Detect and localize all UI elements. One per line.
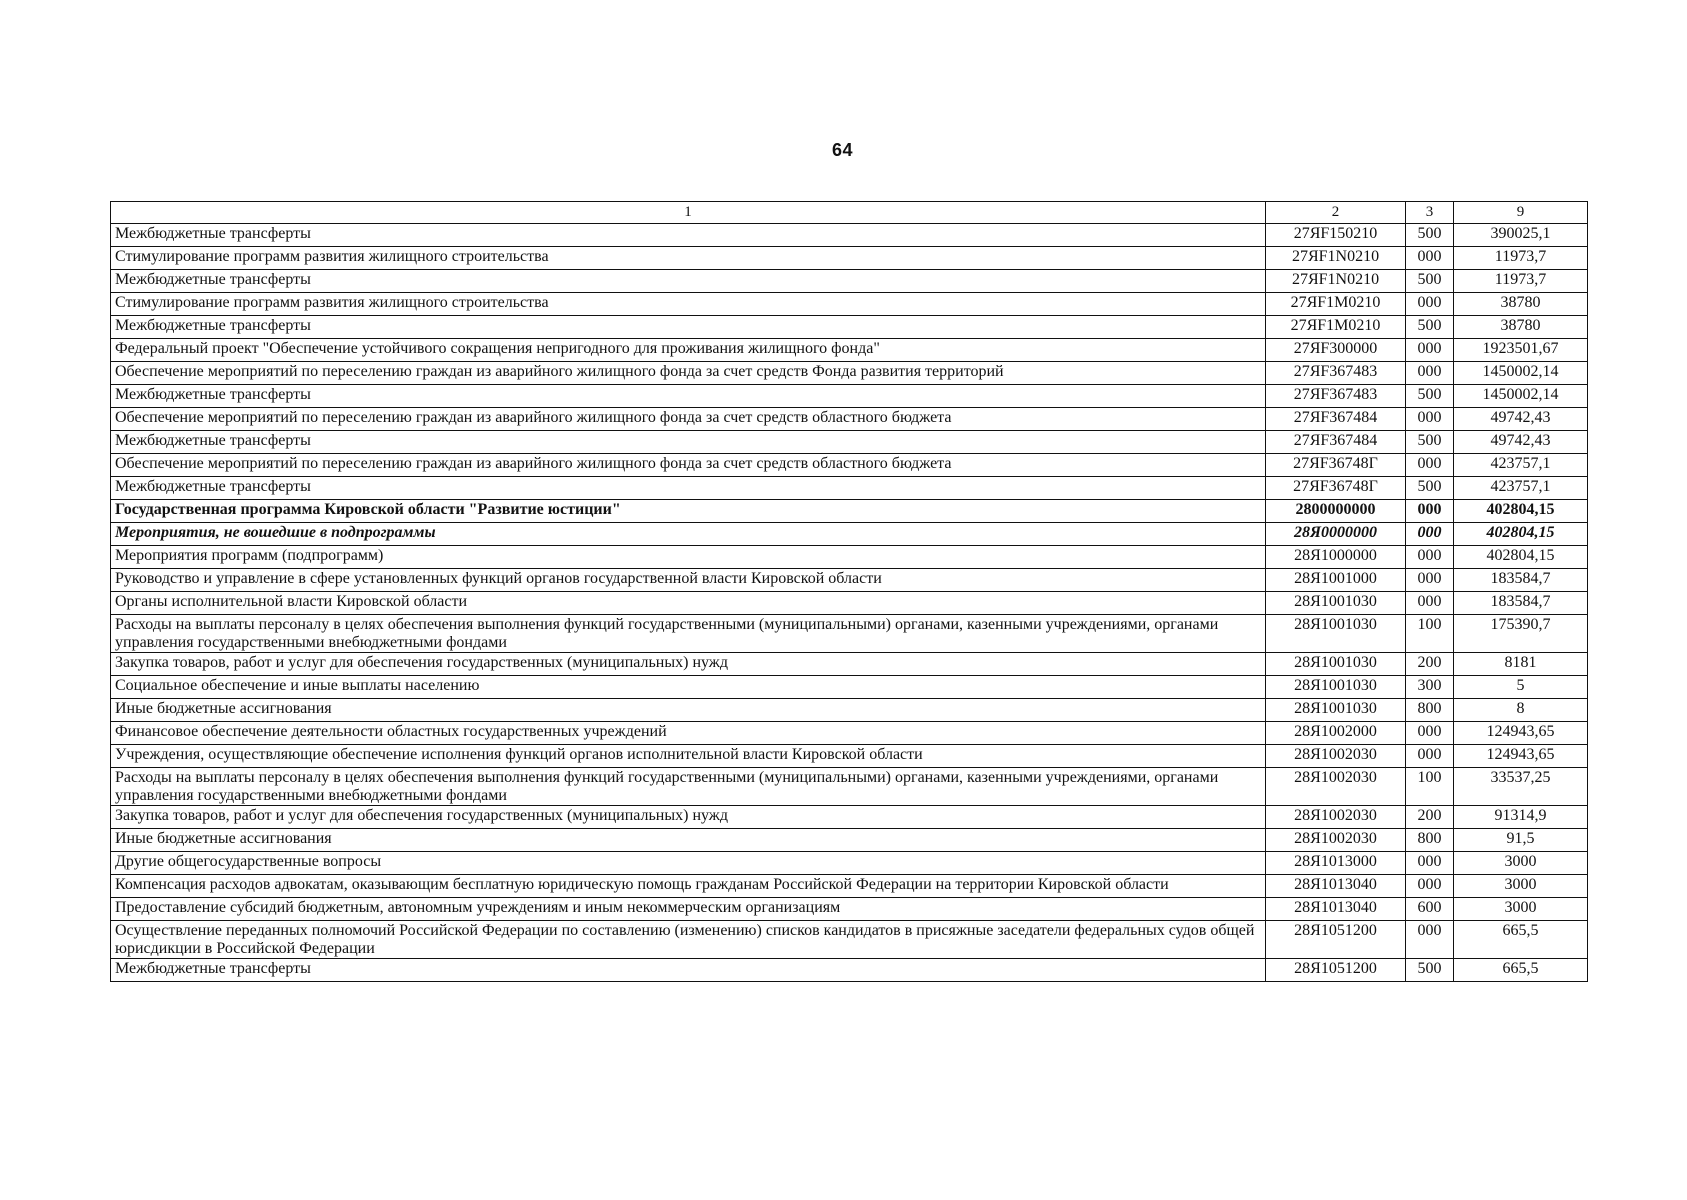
- row-sum-cell: 33537,25: [1454, 768, 1588, 806]
- row-type-cell: 500: [1406, 431, 1454, 454]
- row-name-cell: Расходы на выплаты персоналу в целях обеспечения выполнения функций государственными (муниципальными) органами, казенными учреждениями, органами управления государственными внебюджетными фондами: [111, 768, 1266, 806]
- row-name-cell: Закупка товаров, работ и услуг для обеспечения государственных (муниципальных) нужд: [111, 653, 1266, 676]
- row-sum-cell: 402804,15: [1454, 546, 1588, 569]
- table-row: [111, 615, 1588, 653]
- row-name-cell: Обеспечение мероприятий по переселению граждан из аварийного жилищного фонда за счет средств областного бюджета: [111, 454, 1266, 477]
- row-code-cell: 27ЯF36748Г: [1266, 477, 1406, 500]
- row-type-cell: 100: [1406, 615, 1454, 653]
- row-sum-cell: 3000: [1454, 875, 1588, 898]
- row-type-cell: 000: [1406, 454, 1454, 477]
- row-name-cell: Мероприятия программ (подпрограмм): [111, 546, 1266, 569]
- row-name-cell: Финансовое обеспечение деятельности областных государственных учреждений: [111, 722, 1266, 745]
- row-sum-cell: 124943,65: [1454, 745, 1588, 768]
- row-code-cell: 27ЯF1M0210: [1266, 293, 1406, 316]
- table-row: [111, 959, 1588, 982]
- row-code-cell: 27ЯF300000: [1266, 339, 1406, 362]
- row-code-cell: 28Я1051200: [1266, 959, 1406, 982]
- row-type-cell: 500: [1406, 224, 1454, 247]
- table-row: [111, 768, 1588, 806]
- row-name-cell: Компенсация расходов адвокатам, оказывающим бесплатную юридическую помощь гражданам Российской Федерации на территории Кировской области: [111, 875, 1266, 898]
- row-sum-cell: 665,5: [1454, 959, 1588, 982]
- row-type-cell: 800: [1406, 829, 1454, 852]
- row-type-cell: 000: [1406, 523, 1454, 546]
- row-type-cell: 200: [1406, 806, 1454, 829]
- table-row: [111, 546, 1588, 569]
- row-sum-cell: 3000: [1454, 898, 1588, 921]
- row-sum-cell: 1450002,14: [1454, 385, 1588, 408]
- table-row: [111, 569, 1588, 592]
- table-row: [111, 316, 1588, 339]
- row-code-cell: 28Я1001030: [1266, 653, 1406, 676]
- row-name-cell: Федеральный проект "Обеспечение устойчивого сокращения непригодного для проживания жилищного фонда": [111, 339, 1266, 362]
- table-row: [111, 247, 1588, 270]
- row-sum-cell: 8181: [1454, 653, 1588, 676]
- table-row: [111, 385, 1588, 408]
- row-sum-cell: 1450002,14: [1454, 362, 1588, 385]
- table-row: [111, 454, 1588, 477]
- header-column-name: 1: [111, 202, 1266, 224]
- row-type-cell: 800: [1406, 699, 1454, 722]
- row-name-cell: Межбюджетные трансферты: [111, 477, 1266, 500]
- row-sum-cell: 11973,7: [1454, 247, 1588, 270]
- row-type-cell: 500: [1406, 477, 1454, 500]
- table-row: [111, 699, 1588, 722]
- row-type-cell: 500: [1406, 959, 1454, 982]
- row-name-cell: Закупка товаров, работ и услуг для обеспечения государственных (муниципальных) нужд: [111, 806, 1266, 829]
- row-type-cell: 000: [1406, 745, 1454, 768]
- row-code-cell: 28Я1001000: [1266, 569, 1406, 592]
- row-name-cell: Межбюджетные трансферты: [111, 431, 1266, 454]
- row-code-cell: 27ЯF367484: [1266, 431, 1406, 454]
- row-code-cell: 28Я1002030: [1266, 829, 1406, 852]
- row-name-cell: Государственная программа Кировской области "Развитие юстиции": [111, 500, 1266, 523]
- row-type-cell: 000: [1406, 293, 1454, 316]
- table-row: [111, 523, 1588, 546]
- row-code-cell: 28Я1000000: [1266, 546, 1406, 569]
- row-code-cell: 28Я1001030: [1266, 592, 1406, 615]
- page-number: 64: [832, 140, 854, 160]
- table-row: [111, 745, 1588, 768]
- row-code-cell: 28Я1051200: [1266, 921, 1406, 959]
- row-code-cell: 27ЯF367484: [1266, 408, 1406, 431]
- row-sum-cell: 183584,7: [1454, 569, 1588, 592]
- row-type-cell: 000: [1406, 722, 1454, 745]
- row-sum-cell: 390025,1: [1454, 224, 1588, 247]
- table-row: [111, 875, 1588, 898]
- row-name-cell: Межбюджетные трансферты: [111, 385, 1266, 408]
- row-sum-cell: 1923501,67: [1454, 339, 1588, 362]
- row-sum-cell: 5: [1454, 676, 1588, 699]
- row-name-cell: Расходы на выплаты персоналу в целях обеспечения выполнения функций государственными (муниципальными) органами, казенными учреждениями, органами управления государственными внебюджетными фондами: [111, 615, 1266, 653]
- table-header-row: [111, 202, 1588, 224]
- row-code-cell: 27ЯF1M0210: [1266, 316, 1406, 339]
- row-code-cell: 28Я1002000: [1266, 722, 1406, 745]
- row-type-cell: 500: [1406, 316, 1454, 339]
- row-name-cell: Иные бюджетные ассигнования: [111, 699, 1266, 722]
- row-sum-cell: 8: [1454, 699, 1588, 722]
- row-sum-cell: 423757,1: [1454, 477, 1588, 500]
- table-row: [111, 270, 1588, 293]
- row-type-cell: 300: [1406, 676, 1454, 699]
- row-sum-cell: 665,5: [1454, 921, 1588, 959]
- row-code-cell: 28Я1001030: [1266, 615, 1406, 653]
- row-sum-cell: 183584,7: [1454, 592, 1588, 615]
- row-sum-cell: 175390,7: [1454, 615, 1588, 653]
- row-sum-cell: 91,5: [1454, 829, 1588, 852]
- row-name-cell: Межбюджетные трансферты: [111, 316, 1266, 339]
- row-sum-cell: 124943,65: [1454, 722, 1588, 745]
- row-sum-cell: 402804,15: [1454, 500, 1588, 523]
- row-name-cell: Иные бюджетные ассигнования: [111, 829, 1266, 852]
- row-name-cell: Другие общегосударственные вопросы: [111, 852, 1266, 875]
- row-name-cell: Стимулирование программ развития жилищного строительства: [111, 293, 1266, 316]
- row-type-cell: 600: [1406, 898, 1454, 921]
- table-row: [111, 431, 1588, 454]
- row-sum-cell: 3000: [1454, 852, 1588, 875]
- row-code-cell: 28Я1002030: [1266, 768, 1406, 806]
- row-sum-cell: 38780: [1454, 293, 1588, 316]
- row-code-cell: 28Я1001030: [1266, 676, 1406, 699]
- header-column-type: 3: [1406, 202, 1454, 224]
- header-column-code: 2: [1266, 202, 1406, 224]
- table-row: [111, 477, 1588, 500]
- row-sum-cell: 91314,9: [1454, 806, 1588, 829]
- budget-table: [110, 201, 1588, 982]
- row-type-cell: 000: [1406, 408, 1454, 431]
- row-code-cell: 28Я1013040: [1266, 875, 1406, 898]
- table-row: [111, 852, 1588, 875]
- table-row: [111, 224, 1588, 247]
- table-row: [111, 829, 1588, 852]
- row-code-cell: 28Я1013040: [1266, 898, 1406, 921]
- row-sum-cell: 38780: [1454, 316, 1588, 339]
- row-name-cell: Учреждения, осуществляющие обеспечение исполнения функций органов исполнительной власти Кировской области: [111, 745, 1266, 768]
- header-column-sum: 9: [1454, 202, 1588, 224]
- row-type-cell: 000: [1406, 592, 1454, 615]
- row-name-cell: Предоставление субсидий бюджетным, автономным учреждениям и иным некоммерческим организациям: [111, 898, 1266, 921]
- table-row: [111, 921, 1588, 959]
- row-name-cell: Межбюджетные трансферты: [111, 270, 1266, 293]
- row-name-cell: Органы исполнительной власти Кировской области: [111, 592, 1266, 615]
- row-sum-cell: 423757,1: [1454, 454, 1588, 477]
- row-code-cell: 27ЯF367483: [1266, 362, 1406, 385]
- table-row: [111, 722, 1588, 745]
- table-body: [111, 224, 1588, 982]
- row-type-cell: 000: [1406, 247, 1454, 270]
- row-sum-cell: 49742,43: [1454, 408, 1588, 431]
- row-name-cell: Межбюджетные трансферты: [111, 959, 1266, 982]
- row-code-cell: 28Я1002030: [1266, 806, 1406, 829]
- row-type-cell: 000: [1406, 546, 1454, 569]
- row-code-cell: 27ЯF367483: [1266, 385, 1406, 408]
- table-row: [111, 898, 1588, 921]
- row-name-cell: Межбюджетные трансферты: [111, 224, 1266, 247]
- row-type-cell: 000: [1406, 339, 1454, 362]
- row-type-cell: 000: [1406, 569, 1454, 592]
- table-row: [111, 408, 1588, 431]
- row-type-cell: 000: [1406, 500, 1454, 523]
- table-row: [111, 676, 1588, 699]
- table-row: [111, 500, 1588, 523]
- row-code-cell: 27ЯF36748Г: [1266, 454, 1406, 477]
- row-name-cell: Руководство и управление в сфере установленных функций органов государственной власти Кировской области: [111, 569, 1266, 592]
- row-code-cell: 27ЯF150210: [1266, 224, 1406, 247]
- row-type-cell: 100: [1406, 768, 1454, 806]
- row-name-cell: Мероприятия, не вошедшие в подпрограммы: [111, 523, 1266, 546]
- table-row: [111, 362, 1588, 385]
- row-code-cell: 2800000000: [1266, 500, 1406, 523]
- row-code-cell: 28Я0000000: [1266, 523, 1406, 546]
- table-row: [111, 339, 1588, 362]
- row-name-cell: Осуществление переданных полномочий Российской Федерации по составлению (изменению) списков кандидатов в присяжные заседатели федеральных судов общей юрисдикции в Российской Федерации: [111, 921, 1266, 959]
- row-code-cell: 28Я1013000: [1266, 852, 1406, 875]
- table-row: [111, 293, 1588, 316]
- row-type-cell: 000: [1406, 852, 1454, 875]
- row-type-cell: 000: [1406, 362, 1454, 385]
- row-type-cell: 500: [1406, 385, 1454, 408]
- table-row: [111, 653, 1588, 676]
- row-sum-cell: 402804,15: [1454, 523, 1588, 546]
- row-code-cell: 28Я1001030: [1266, 699, 1406, 722]
- row-type-cell: 500: [1406, 270, 1454, 293]
- table-row: [111, 806, 1588, 829]
- row-name-cell: Обеспечение мероприятий по переселению граждан из аварийного жилищного фонда за счет средств Фонда развития территорий: [111, 362, 1266, 385]
- row-code-cell: 27ЯF1N0210: [1266, 270, 1406, 293]
- row-name-cell: Обеспечение мероприятий по переселению граждан из аварийного жилищного фонда за счет средств областного бюджета: [111, 408, 1266, 431]
- row-type-cell: 000: [1406, 875, 1454, 898]
- row-sum-cell: 11973,7: [1454, 270, 1588, 293]
- row-code-cell: 28Я1002030: [1266, 745, 1406, 768]
- row-sum-cell: 49742,43: [1454, 431, 1588, 454]
- row-type-cell: 200: [1406, 653, 1454, 676]
- row-code-cell: 27ЯF1N0210: [1266, 247, 1406, 270]
- row-type-cell: 000: [1406, 921, 1454, 959]
- table-row: [111, 592, 1588, 615]
- row-name-cell: Стимулирование программ развития жилищного строительства: [111, 247, 1266, 270]
- row-name-cell: Социальное обеспечение и иные выплаты населению: [111, 676, 1266, 699]
